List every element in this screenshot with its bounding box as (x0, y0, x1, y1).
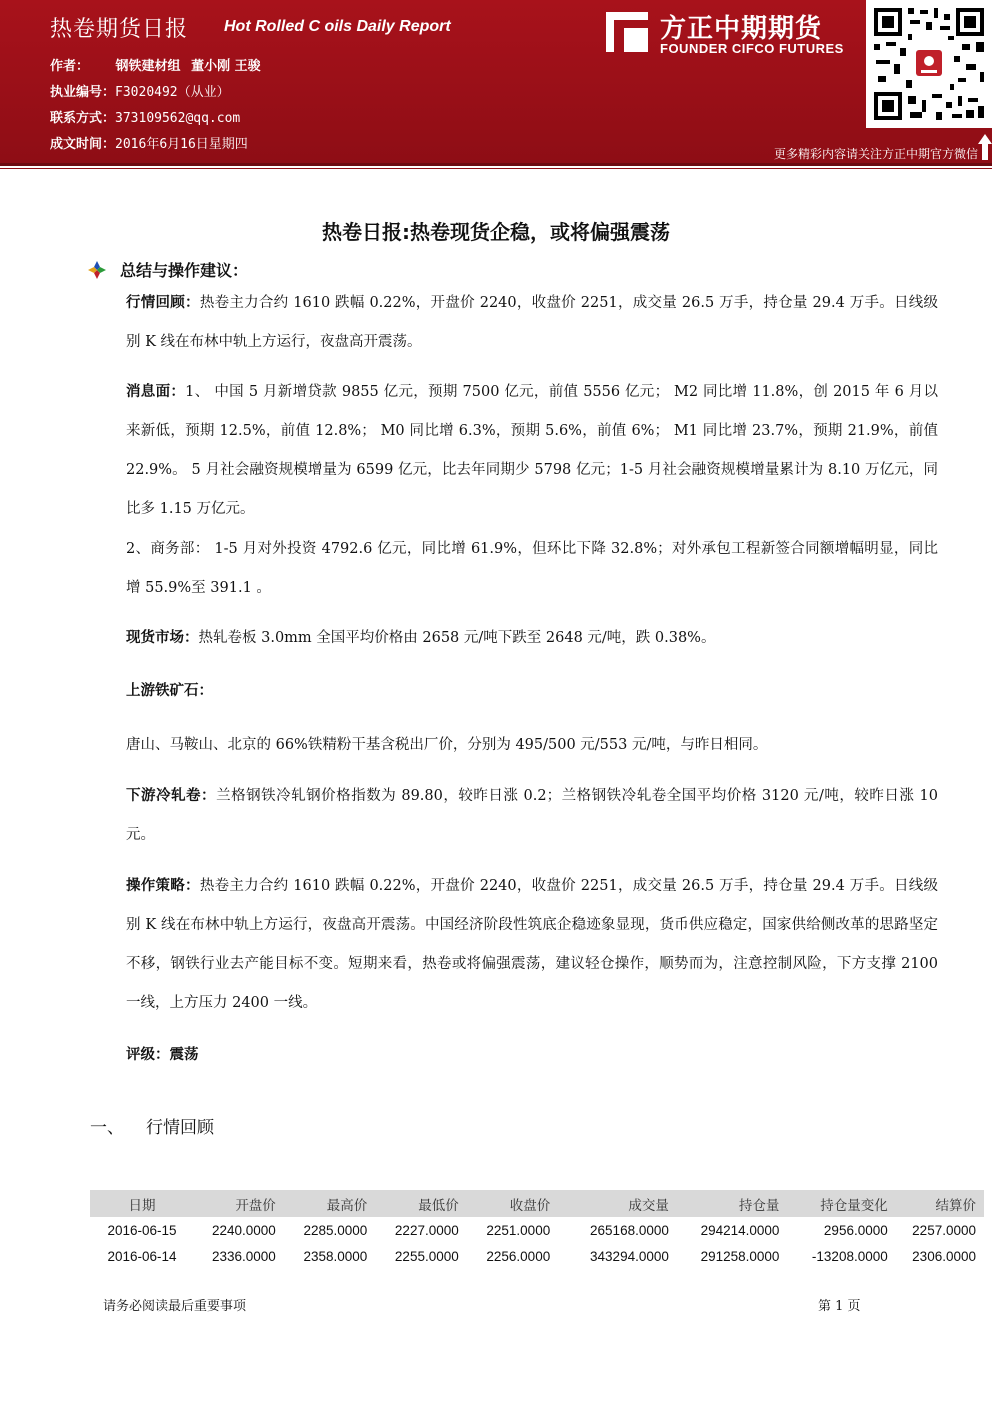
contact-row (50, 107, 240, 126)
news-label: 消息面： (126, 384, 186, 400)
footer-notice: 请务必阅读最后重要事项 (103, 1299, 247, 1314)
date-row (50, 133, 248, 152)
follow-wechat-text[interactable]: 更多精彩内容请关注方正中期官方微信 (773, 147, 978, 161)
news-text-2: 2、商务部： 1-5 月对外投资 4792.6 亿元，同比增 61.9%，但环比下降 32.8%；对外承包工程新签合同额增幅明显，同比增 55.9%至 391.1 。 (126, 541, 938, 596)
rating-paragraph (90, 1036, 938, 1075)
table-cell: 2358.0000 (303, 1248, 368, 1264)
table-header-cell: 最低价 (375, 1190, 466, 1217)
table-cell: 291258.0000 (700, 1248, 780, 1264)
table-header-cell: 收盘价 (467, 1190, 558, 1217)
report-title-en: Hot Rolled C oils Daily Report (224, 18, 451, 35)
spot-market-label: 现货市场： (126, 630, 199, 646)
license-label: 执业编号： (50, 85, 116, 100)
table-header-cell: 持仓量 (677, 1190, 788, 1217)
author-group: 钢铁建材组 (115, 59, 181, 74)
spot-market-text: 热轧卷板 3.0mm 全国平均价格由 2658 元/吨下跌至 2648 元/吨，跌 0.38%。 (198, 630, 716, 646)
date-label: 成文时间： (50, 137, 116, 152)
header-divider (0, 163, 992, 166)
chapter-number: 一、 (90, 1118, 124, 1138)
table-cell: 294214.0000 (700, 1222, 780, 1238)
table-cell: 343294.0000 (590, 1248, 669, 1264)
table-header-cell: 开盘价 (194, 1190, 284, 1217)
table-cell: 2336.0000 (211, 1248, 276, 1264)
table-header-cell: 成交量 (558, 1190, 677, 1217)
report-title-cn: 热卷期货日报 (50, 17, 189, 42)
downstream-cold-text: 兰格钢铁冷轧钢价格指数为 89.80，较昨日涨 0.2；兰格钢铁冷轧卷全国平均价格 3120 元/吨，较昨日涨 10 元。 (126, 788, 938, 843)
table-cell: 2251.0000 (486, 1222, 551, 1238)
table-header-cell: 结算价 (896, 1190, 984, 1217)
table-cell: 265168.0000 (590, 1222, 669, 1238)
table-cell: 2240.0000 (211, 1222, 276, 1238)
news-paragraph (90, 373, 938, 529)
table-cell: 2285.0000 (303, 1222, 368, 1238)
upstream-ore-label: 上游铁矿石： (126, 683, 213, 699)
table-header-cell: 持仓量变化 (787, 1190, 895, 1217)
footer-page-number: 第 1 页 (818, 1299, 861, 1314)
table-cell: 2227.0000 (394, 1222, 459, 1238)
document-title: 热卷日报:热卷现货企稳，或将偏强震荡 (322, 220, 670, 244)
table-cell: 2257.0000 (912, 1222, 976, 1238)
company-logo (604, 8, 854, 58)
table-row (90, 1217, 984, 1243)
logo-text-cn: 方正中期期货 (660, 14, 823, 44)
logo-text-en: FOUNDER CIFCO FUTURES (660, 41, 844, 56)
strategy-label: 操作策略： (126, 878, 200, 894)
author-names: 董小刚 王骏 (191, 59, 261, 74)
news-paragraph-2 (90, 530, 938, 608)
license-row (50, 81, 230, 100)
table-cell: 2306.0000 (912, 1248, 976, 1264)
author-row (50, 55, 261, 74)
report-header (0, 0, 992, 163)
upstream-ore-text: 唐山、马鞍山、北京的 66%铁精粉干基含税出厂价，分别为 495/500 元/553 元/吨，与昨日相同。 (126, 737, 768, 753)
table-header-cell: 日期 (90, 1190, 194, 1217)
table-cell: 2016-06-14 (107, 1248, 177, 1264)
table-cell: 2016-06-15 (107, 1222, 177, 1238)
rating-value: 震荡 (169, 1047, 199, 1063)
bullet-diamond-icon (88, 261, 106, 279)
contact-label: 联系方式： (50, 111, 116, 126)
date-value: 2016年6月16日星期四 (115, 137, 248, 152)
spot-market-paragraph (90, 619, 938, 658)
strategy-text: 热卷主力合约 1610 跌幅 0.22%，开盘价 2240，收盘价 2251，成交量 26.5 万手，持仓量 29.4 万手。日线级别 K 线在布林中轨上方运行，夜盘高开震荡。中国经济阶段性筑底企稳迹象显现，货币供应稳定，国家供给侧改革的思路坚定不移，钢铁行业去产能目标不变。短期来看，热卷或将偏强震荡，建议轻仓操作，顺势而为，注意控制风险，下方支撑 2100 一线，上方压力 2400 一线。 (126, 878, 938, 1011)
market-review-paragraph (90, 284, 938, 362)
founder-logo-icon (604, 10, 650, 54)
chapter-title: 行情回顾 (146, 1118, 214, 1138)
downstream-cold-paragraph (90, 777, 938, 855)
downstream-cold-label: 下游冷轧卷： (126, 788, 217, 804)
news-text: 1、 中国 5 月新增贷款 9855 亿元，预期 7500 亿元，前值 5556 亿元； M2 同比增 11.8%，创 2015 年 6 月以来新低，预期 12.5%，前值 12.8%； M0 同比增 6.3%，预期 5.6%，前值 6%； M1 同比增 23.7%，预期 21.9%，前值 22.9%。 5 月社会融资规模增量为 6599 亿元，比去年同期少 5798 亿元；1-5 月社会融资规模增量累计为 8.10 万亿元，同比多 1.15 万亿元。 (126, 384, 938, 517)
summary-heading (88, 258, 248, 281)
table-cell: 2256.0000 (486, 1248, 551, 1264)
header-divider-thin (0, 168, 992, 169)
market-review-label: 行情回顾： (126, 295, 200, 311)
license-value: F3020492（从业） (115, 85, 230, 100)
table-cell: 2956.0000 (823, 1222, 888, 1238)
arrow-up-icon (978, 134, 992, 160)
market-data-table (90, 1190, 984, 1269)
author-label: 作者： (50, 59, 90, 74)
table-row (90, 1243, 984, 1269)
table-cell: -13208.0000 (811, 1248, 888, 1264)
summary-heading-text: 总结与操作建议： (120, 261, 249, 280)
contact-value[interactable]: 373109562@qq.com (115, 111, 241, 126)
strategy-paragraph (90, 867, 938, 1023)
market-review-text: 热卷主力合约 1610 跌幅 0.22%，开盘价 2240，收盘价 2251，成交量 26.5 万手，持仓量 29.4 万手。日线级别 K 线在布林中轨上方运行，夜盘高开震荡。 (126, 295, 938, 350)
table-header-row (90, 1190, 984, 1217)
rating-label: 评级： (126, 1047, 170, 1063)
table-header-cell: 最高价 (284, 1190, 375, 1217)
upstream-ore-heading (90, 672, 938, 711)
upstream-ore-paragraph (90, 726, 938, 765)
qr-code-icon (866, 0, 992, 128)
chapter-heading (90, 1113, 214, 1138)
table-cell: 2255.0000 (394, 1248, 459, 1264)
